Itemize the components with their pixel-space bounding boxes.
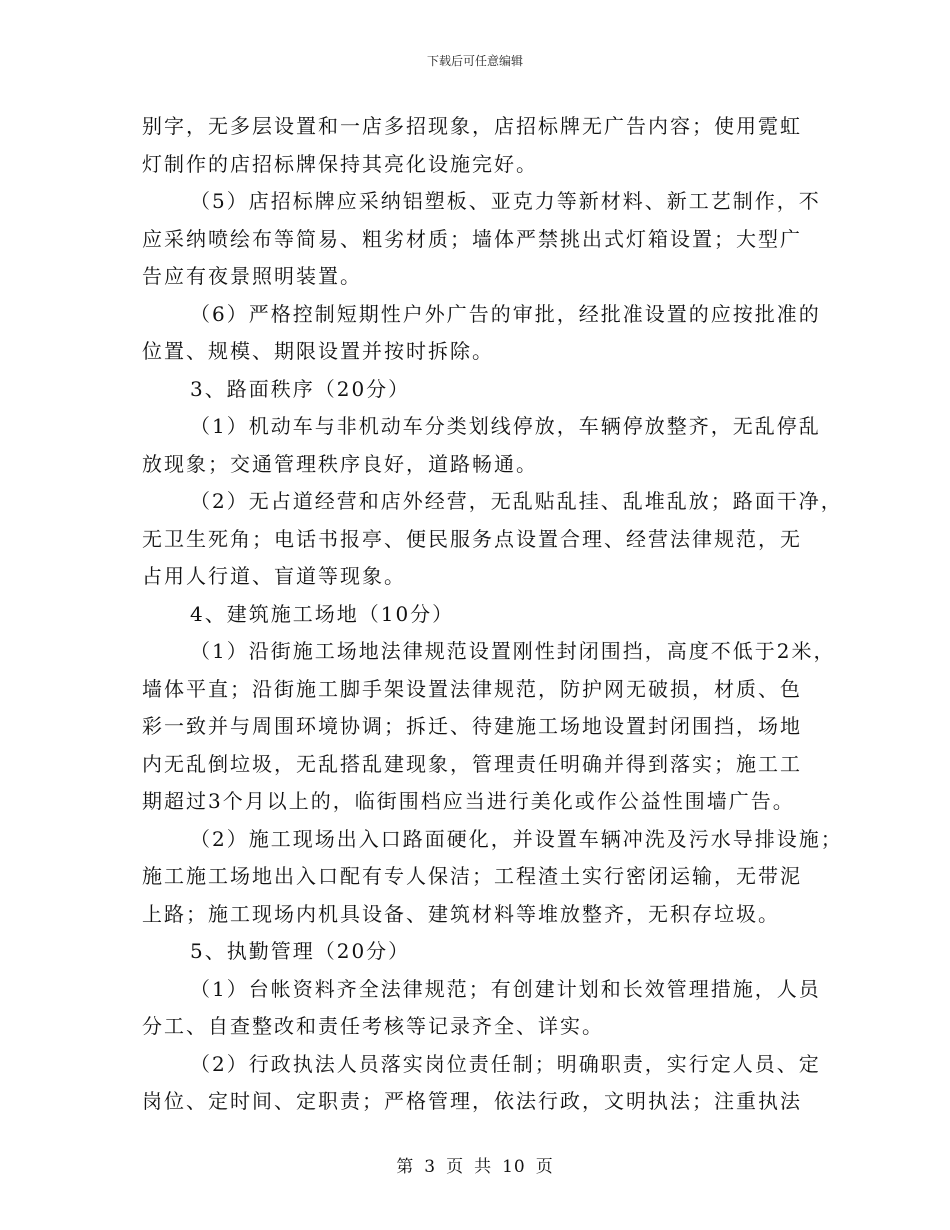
text-line: （2）施工现场出入口路面硬化，并设置车辆冲洗及污水导排设施； xyxy=(190,826,843,851)
text-line: （5）店招标牌应采纳铝塑板、亚克力等新材料、新工艺制作，不 xyxy=(190,189,821,213)
text-line: （1）台帐资料齐全法律规范；有创建计划和长效管理措施，人员 xyxy=(190,976,821,1001)
text-line: 应采纳喷绘布等简易、粗劣材质；墙体严禁挑出式灯箱设置；大型广 xyxy=(142,226,802,251)
text-line: 期超过3个月以上的，临街围档应当进行美化或作公益性围墙广告。 xyxy=(142,789,795,813)
text-line: （2）行政执法人员落实岗位责任制；明确职责，实行定人员、定 xyxy=(190,1051,821,1076)
text-line: 灯制作的店招标牌保持其亮化设施完好。 xyxy=(142,151,538,176)
footer-current-page: 3 xyxy=(424,1157,437,1177)
text-line: 无卫生死角；电话书报亭、便民服务点设置合理、经营法律规范，无 xyxy=(142,526,802,551)
footer-gong: 共 xyxy=(474,1157,493,1177)
text-line: 施工施工场地出入口配有专人保洁；工程渣土实行密闭运输，无带泥 xyxy=(142,864,802,888)
text-line: （2）无占道经营和店外经营，无乱贴乱挂、乱堆乱放；路面干净， xyxy=(190,489,843,513)
text-line: 上路；施工现场内机具设备、建筑材料等堆放整齐，无积存垃圾。 xyxy=(142,901,780,926)
footer-ye-2: 页 xyxy=(535,1157,554,1177)
text-line: 告应有夜景照明装置。 xyxy=(142,264,362,288)
text-line: 内无乱倒垃圾，无乱搭乱建现象，管理责任明确并得到落实；施工工 xyxy=(142,751,802,776)
footer-di: 第 xyxy=(396,1157,415,1177)
text-line: 彩一致并与周围环境协调；拆迁、待建施工场地设置封闭围挡，场地 xyxy=(142,714,802,738)
text-line: 岗位、定时间、定职责；严格管理，依法行政，文明执法；注重执法 xyxy=(142,1089,802,1113)
text-line: 4、建筑施工场地（10分） xyxy=(190,601,455,626)
text-line: 墙体平直；沿街施工脚手架设置法律规范，防护网无破损，材质、色 xyxy=(142,676,802,701)
text-line: 放现象；交通管理秩序良好，道路畅通。 xyxy=(142,451,538,476)
text-line: （1）机动车与非机动车分类划线停放，车辆停放整齐，无乱停乱 xyxy=(190,414,821,438)
text-line: （1）沿街施工场地法律规范设置刚性封闭围挡，高度不低于2米， xyxy=(190,639,836,663)
footer-ye: 页 xyxy=(446,1157,465,1177)
text-line: 3、路面秩序（20分） xyxy=(190,376,411,401)
text-line: （6）严格控制短期性户外广告的审批，经批准设置的应按批准的 xyxy=(190,301,821,326)
page-footer xyxy=(0,1152,950,1177)
text-line: 别字，无多层设置和一店多招现象，店招标牌无广告内容；使用霓虹 xyxy=(142,114,802,138)
text-line: 分工、自查整改和责任考核等记录齐全、详实。 xyxy=(142,1014,604,1038)
text-line: 5、执勤管理（20分） xyxy=(190,939,411,963)
document-body xyxy=(142,108,843,1121)
footer-total-pages: 10 xyxy=(502,1157,526,1177)
text-line: 位置、规模、期限设置并按时拆除。 xyxy=(142,339,494,363)
text-line: 占用人行道、盲道等现象。 xyxy=(142,564,406,588)
page-header: 下载后可任意编辑 xyxy=(426,54,523,68)
